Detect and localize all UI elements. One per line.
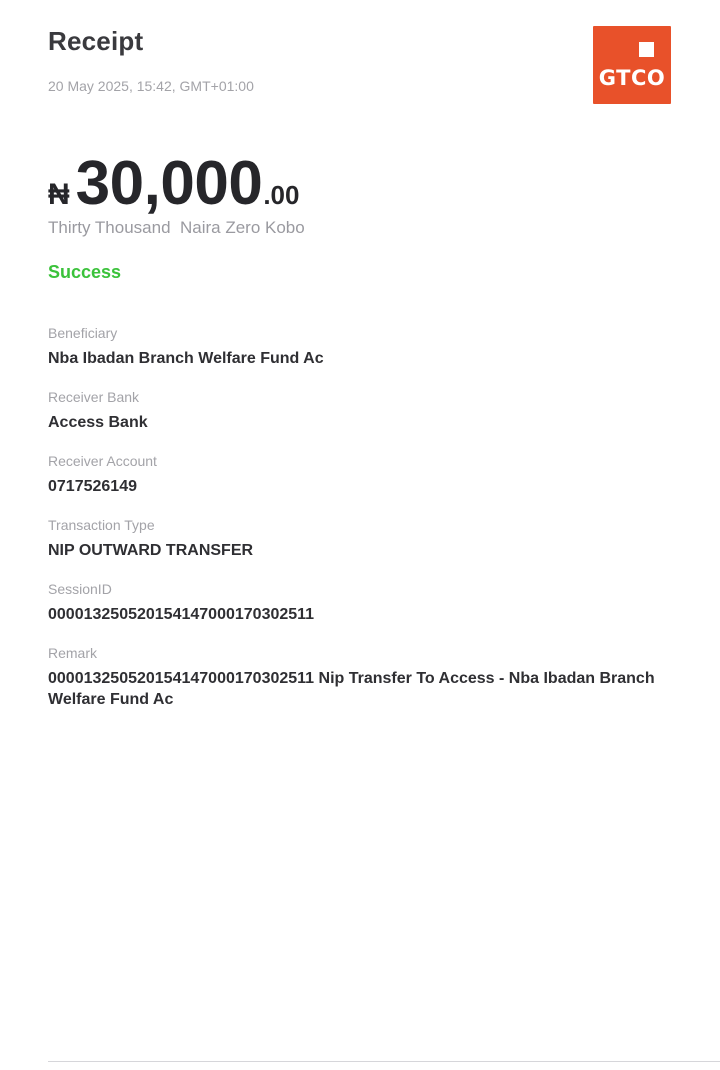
amount-display [48, 148, 299, 218]
field-value: 000013250520154147000170302511 Nip Transfer To Access - Nba Ibadan Branch Welfare Fund Ac [48, 670, 655, 708]
gtco-logo [593, 26, 671, 104]
logo-text: GTCO [598, 66, 666, 90]
field-receiver-bank [48, 388, 678, 433]
field-value: 000013250520154147000170302511 [48, 606, 315, 623]
amount-minor: .00 [263, 180, 300, 210]
logo-square-icon [639, 42, 654, 57]
field-value: Access Bank [48, 414, 148, 431]
field-transaction-type [48, 516, 678, 561]
field-receiver-account [48, 452, 678, 497]
field-label: Transaction Type [48, 517, 155, 533]
field-label: SessionID [48, 581, 112, 597]
receipt-timestamp: 20 May 2025, 15:42, GMT+01:00 [48, 78, 254, 94]
field-value: NIP OUTWARD TRANSFER [48, 542, 254, 559]
field-label: Receiver Account [48, 453, 157, 469]
field-label: Receiver Bank [48, 389, 140, 405]
status-badge: Success [48, 262, 122, 282]
field-label: Remark [48, 645, 98, 661]
page-title: Receipt [48, 26, 144, 56]
currency-symbol: ₦ [48, 178, 70, 211]
field-label: Beneficiary [48, 325, 118, 341]
field-value: Nba Ibadan Branch Welfare Fund Ac [48, 350, 324, 367]
field-session-id [48, 580, 678, 625]
amount-in-words: Thirty Thousand Naira Zero Kobo [48, 218, 305, 237]
field-remark [48, 644, 678, 710]
field-value: 0717526149 [48, 478, 137, 495]
field-beneficiary [48, 324, 678, 369]
bottom-divider [48, 1061, 720, 1062]
amount-major: 30,000 [75, 149, 263, 218]
transaction-details [48, 324, 678, 729]
